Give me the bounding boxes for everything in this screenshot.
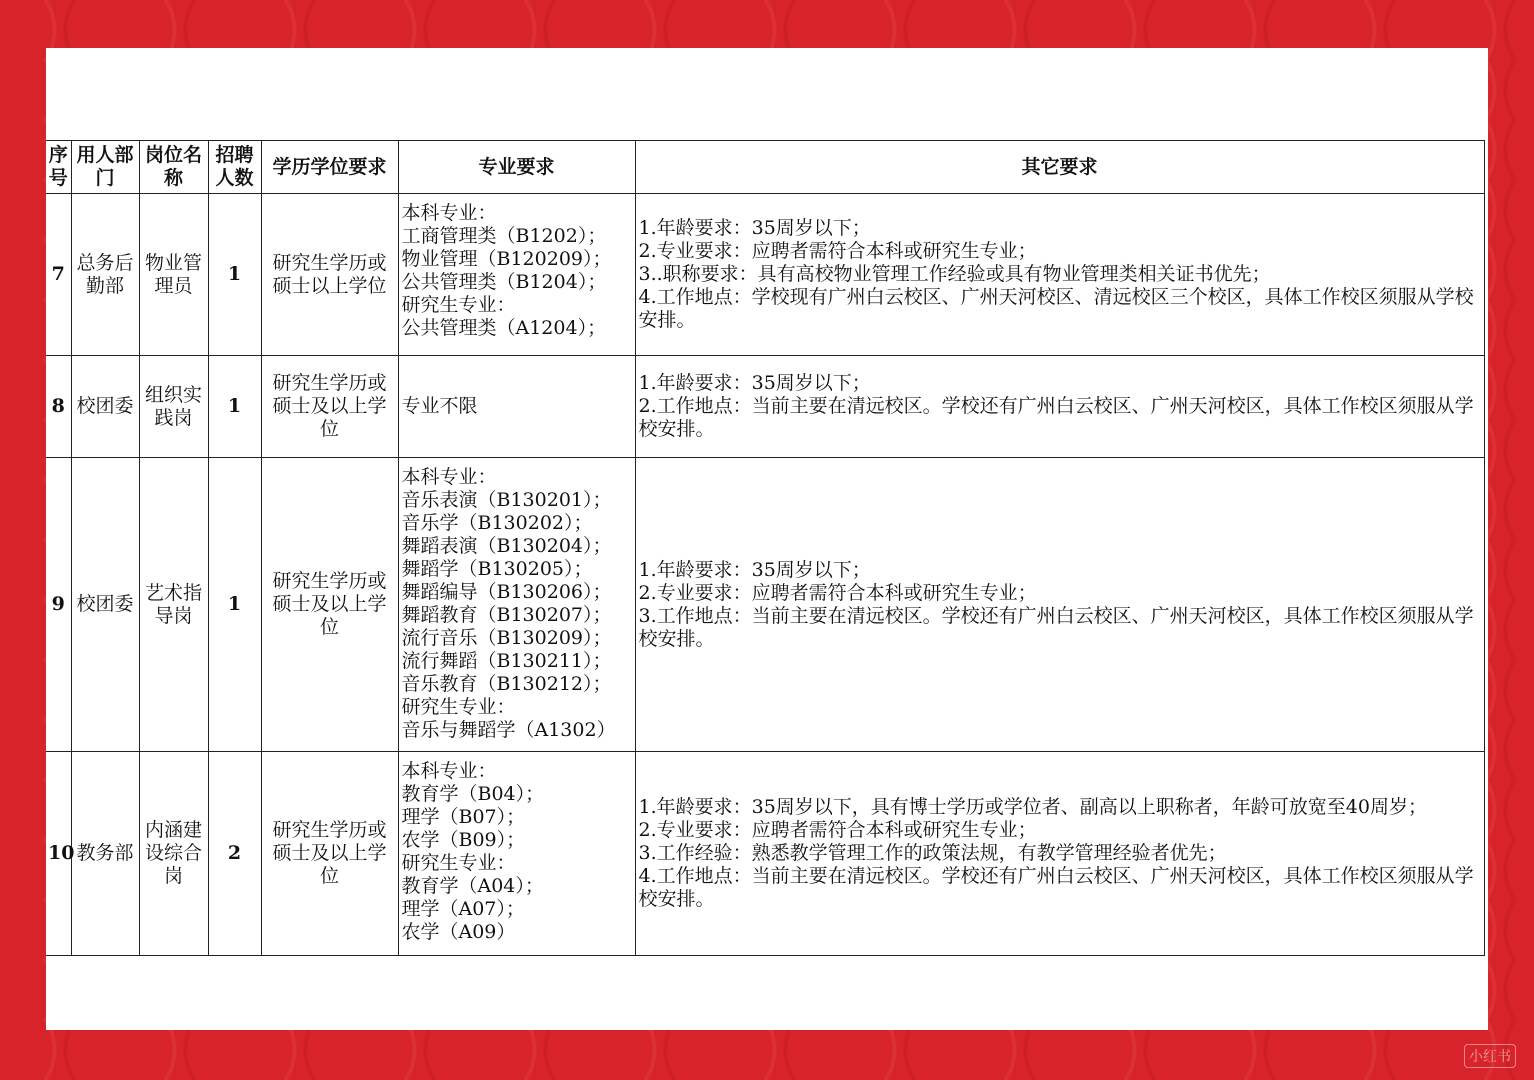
major-line: 音乐学（B130202）；: [401, 512, 593, 534]
major-line: 工商管理类（B1202）；: [401, 225, 607, 247]
row-post: 物业管理员: [139, 194, 208, 356]
row-post: 内涵建设综合岗: [139, 752, 208, 956]
watermark-logo: 小红书: [1464, 1044, 1516, 1068]
major-line: 本科专业：: [401, 202, 497, 224]
row-edu: 研究生学历或硕士及以上学位: [261, 356, 398, 458]
major-line: 流行舞蹈（B130211）；: [401, 650, 612, 672]
row-seq: 10: [46, 752, 71, 956]
major-line: 专业不限: [401, 395, 478, 417]
recruitment-table: [46, 140, 1485, 956]
requirement-line: 1.年龄要求：35周岁以下；: [638, 217, 871, 239]
major-line: 研究生专业：: [401, 852, 516, 874]
table-row: [46, 752, 1484, 956]
header-edu: 学历学位要求: [261, 141, 398, 194]
table-row: [46, 356, 1484, 458]
row-edu: 研究生学历或硕士及以上学位: [261, 752, 398, 956]
row-edu: 研究生学历或硕士及以上学位: [261, 458, 398, 752]
major-line: 农学（A09）: [401, 921, 516, 943]
row-post: 艺术指导岗: [139, 458, 208, 752]
major-line: 舞蹈表演（B130204）；: [401, 535, 612, 557]
major-line: 本科专业：: [401, 466, 497, 488]
major-line: 研究生专业：: [401, 294, 516, 316]
row-other: [635, 752, 1484, 956]
major-line: 公共管理类（A1204）；: [401, 317, 607, 339]
row-major: [398, 194, 635, 356]
row-other: [635, 458, 1484, 752]
row-seq: 9: [46, 458, 71, 752]
requirement-line: 2.专业要求：应聘者需符合本科或研究生专业；: [638, 819, 1037, 841]
row-seq: 7: [46, 194, 71, 356]
requirement-line: 1.年龄要求：35周岁以下；: [638, 558, 871, 581]
major-line: 本科专业：: [401, 760, 497, 782]
major-line: 音乐表演（B130201）；: [401, 489, 612, 511]
row-dept: 总务后勤部: [71, 194, 139, 356]
requirement-line: 3.工作经验：熟悉教学管理工作的政策法规，有教学管理经验者优先；: [638, 842, 1227, 864]
header-post: 岗位名称: [139, 141, 208, 194]
major-line: 研究生专业：: [401, 696, 516, 718]
requirement-line: 4.工作地点：当前主要在清远校区。学校还有广州白云校区、广州天河校区，具体工作校区须服从学校安排。: [638, 865, 1474, 910]
table-row: [46, 458, 1484, 752]
header-other: 其它要求: [635, 141, 1484, 194]
major-line: 流行音乐（B130209）；: [401, 627, 612, 649]
row-other: [635, 356, 1484, 458]
requirement-line: 2.专业要求：应聘者需符合本科或研究生专业；: [638, 581, 1037, 604]
header-dept: 用人部门: [71, 141, 139, 194]
major-line: 舞蹈学（B130205）；: [401, 558, 593, 580]
table-header-row: [46, 141, 1484, 194]
document-sheet: [46, 48, 1488, 1030]
requirement-line: 1.年龄要求：35周岁以下，具有博士学历或学位者、副高以上职称者，年龄可放宽至40周岁；: [638, 796, 1427, 818]
major-line: 农学（B09）；: [401, 829, 526, 851]
major-line: 教育学（A04）；: [401, 875, 544, 897]
table-row: [46, 194, 1484, 356]
row-dept: 校团委: [71, 458, 139, 752]
requirement-line: 4.工作地点：学校现有广州白云校区、广州天河校区、清远校区三个校区，具体工作校区须服从学校安排。: [638, 286, 1474, 331]
major-line: 公共管理类（B1204）；: [401, 271, 607, 293]
header-seq: 序号: [46, 141, 71, 194]
major-line: 教育学（B04）；: [401, 783, 545, 805]
requirement-line: 3.工作地点：当前主要在清远校区。学校还有广州白云校区、广州天河校区，具体工作校区须服从学校安排。: [638, 604, 1474, 650]
requirement-line: 2.工作地点：当前主要在清远校区。学校还有广州白云校区、广州天河校区，具体工作校区须服从学校安排。: [638, 395, 1474, 440]
major-line: 音乐教育（B130212）；: [401, 673, 612, 695]
row-count: 1: [208, 356, 261, 458]
row-dept: 校团委: [71, 356, 139, 458]
row-seq: 8: [46, 356, 71, 458]
row-dept: 教务部: [71, 752, 139, 956]
requirement-line: 2.专业要求：应聘者需符合本科或研究生专业；: [638, 240, 1037, 262]
row-count: 1: [208, 194, 261, 356]
row-major: [398, 458, 635, 752]
row-major: [398, 356, 635, 458]
major-line: 音乐与舞蹈学（A1302）: [401, 719, 616, 741]
row-count: 2: [208, 752, 261, 956]
header-major: 专业要求: [398, 141, 635, 194]
requirement-line: 3..职称要求：具有高校物业管理工作经验或具有物业管理类相关证书优先；: [638, 263, 1271, 285]
row-edu: 研究生学历或硕士以上学位: [261, 194, 398, 356]
major-line: 物业管理（B120209）；: [401, 248, 612, 270]
major-line: 理学（B07）；: [401, 806, 526, 828]
requirement-line: 1.年龄要求：35周岁以下；: [638, 372, 871, 394]
major-line: 舞蹈编导（B130206）；: [401, 581, 612, 603]
row-major: [398, 752, 635, 956]
row-other: [635, 194, 1484, 356]
row-post: 组织实践岗: [139, 356, 208, 458]
row-count: 1: [208, 458, 261, 752]
major-line: 理学（A07）；: [401, 898, 525, 920]
header-count: 招聘人数: [208, 141, 261, 194]
major-line: 舞蹈教育（B130207）；: [401, 604, 612, 626]
